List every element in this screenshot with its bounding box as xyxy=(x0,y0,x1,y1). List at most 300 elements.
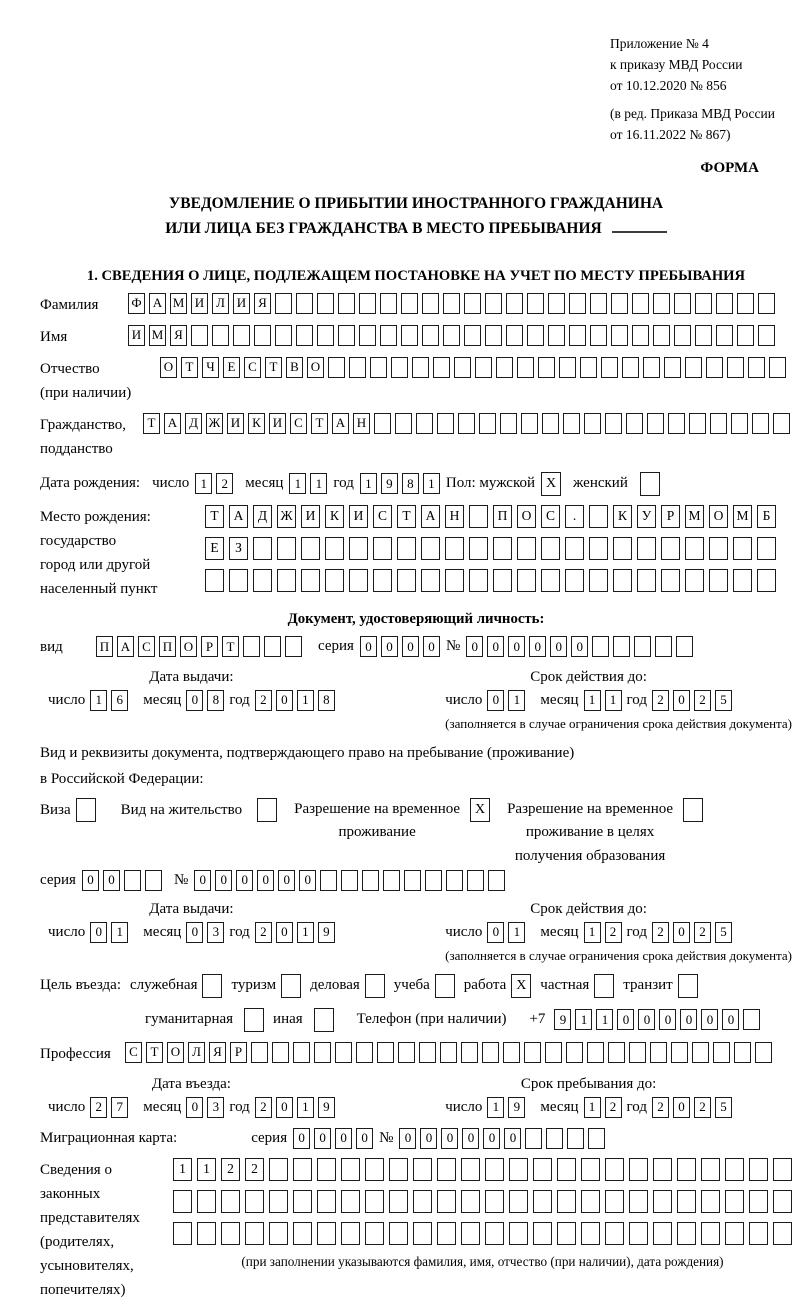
char-cell[interactable]: 1 xyxy=(111,922,128,943)
char-cell[interactable]: 0 xyxy=(314,1128,331,1149)
char-cell[interactable]: 9 xyxy=(318,1097,335,1118)
char-cell[interactable]: М xyxy=(170,293,187,314)
char-cell[interactable]: 0 xyxy=(680,1009,697,1030)
char-cell[interactable] xyxy=(285,636,302,657)
char-cell[interactable]: 2 xyxy=(216,473,233,494)
char-cell[interactable] xyxy=(773,413,790,434)
patronymic-cells[interactable] xyxy=(160,357,786,378)
char-cell[interactable]: 3 xyxy=(207,922,224,943)
char-cell[interactable]: Т xyxy=(143,413,160,434)
char-cell[interactable] xyxy=(734,1042,751,1063)
char-cell[interactable] xyxy=(733,569,752,592)
char-cell[interactable]: И xyxy=(128,325,145,346)
char-cell[interactable] xyxy=(338,293,355,314)
char-cell[interactable] xyxy=(592,636,609,657)
char-cell[interactable] xyxy=(581,1222,600,1245)
char-cell[interactable]: 0 xyxy=(529,636,546,657)
char-cell[interactable]: 0 xyxy=(550,636,567,657)
char-cell[interactable]: 1 xyxy=(508,922,525,943)
char-cell[interactable] xyxy=(613,537,632,560)
char-cell[interactable] xyxy=(647,413,664,434)
char-cell[interactable] xyxy=(580,357,597,378)
char-cell[interactable] xyxy=(685,537,704,560)
char-cell[interactable]: 1 xyxy=(297,922,314,943)
char-cell[interactable]: 0 xyxy=(462,1128,479,1149)
char-cell[interactable] xyxy=(692,1042,709,1063)
char-cell[interactable] xyxy=(653,293,670,314)
residence-issue-month-cells[interactable] xyxy=(186,922,224,943)
char-cell[interactable] xyxy=(601,357,618,378)
char-cell[interactable] xyxy=(757,569,776,592)
char-cell[interactable]: 0 xyxy=(701,1009,718,1030)
char-cell[interactable] xyxy=(221,1222,240,1245)
char-cell[interactable] xyxy=(475,357,492,378)
char-cell[interactable] xyxy=(485,325,502,346)
char-cell[interactable] xyxy=(517,357,534,378)
representatives-row3-cells[interactable] xyxy=(173,1222,792,1245)
char-cell[interactable] xyxy=(589,537,608,560)
char-cell[interactable]: Н xyxy=(353,413,370,434)
char-cell[interactable]: А xyxy=(421,505,440,528)
char-cell[interactable]: 0 xyxy=(186,922,203,943)
char-cell[interactable] xyxy=(269,1222,288,1245)
char-cell[interactable] xyxy=(380,325,397,346)
char-cell[interactable] xyxy=(716,325,733,346)
char-cell[interactable] xyxy=(349,569,368,592)
char-cell[interactable] xyxy=(389,1190,408,1213)
char-cell[interactable]: Б xyxy=(757,505,776,528)
char-cell[interactable] xyxy=(229,569,248,592)
char-cell[interactable]: 0 xyxy=(441,1128,458,1149)
char-cell[interactable] xyxy=(419,1042,436,1063)
char-cell[interactable] xyxy=(524,1042,541,1063)
char-cell[interactable]: 0 xyxy=(402,636,419,657)
char-cell[interactable]: С xyxy=(541,505,560,528)
char-cell[interactable]: 0 xyxy=(276,922,293,943)
sex-female-checkbox[interactable] xyxy=(640,472,660,496)
char-cell[interactable] xyxy=(506,325,523,346)
char-cell[interactable] xyxy=(461,1042,478,1063)
char-cell[interactable] xyxy=(689,413,706,434)
char-cell[interactable]: Р xyxy=(661,505,680,528)
char-cell[interactable]: 0 xyxy=(617,1009,634,1030)
char-cell[interactable]: М xyxy=(733,505,752,528)
char-cell[interactable] xyxy=(569,293,586,314)
char-cell[interactable] xyxy=(437,1158,456,1181)
char-cell[interactable]: Р xyxy=(230,1042,247,1063)
migration-series-cells[interactable] xyxy=(293,1128,373,1149)
char-cell[interactable]: 0 xyxy=(466,636,483,657)
char-cell[interactable] xyxy=(743,1009,760,1030)
char-cell[interactable]: 1 xyxy=(173,1158,192,1181)
char-cell[interactable] xyxy=(443,325,460,346)
char-cell[interactable]: Я xyxy=(170,325,187,346)
stay-day-cells[interactable] xyxy=(487,1097,525,1118)
char-cell[interactable]: 0 xyxy=(293,1128,310,1149)
char-cell[interactable] xyxy=(335,1042,352,1063)
char-cell[interactable] xyxy=(243,636,260,657)
char-cell[interactable]: Я xyxy=(254,293,271,314)
char-cell[interactable] xyxy=(661,537,680,560)
char-cell[interactable] xyxy=(296,325,313,346)
char-cell[interactable]: 0 xyxy=(504,1128,521,1149)
char-cell[interactable]: И xyxy=(233,293,250,314)
identity-expiry-year-cells[interactable] xyxy=(652,690,732,711)
char-cell[interactable] xyxy=(622,357,639,378)
birth-month-cells[interactable] xyxy=(289,473,327,494)
char-cell[interactable]: 0 xyxy=(673,922,690,943)
char-cell[interactable] xyxy=(391,357,408,378)
char-cell[interactable] xyxy=(469,537,488,560)
char-cell[interactable]: 5 xyxy=(715,690,732,711)
char-cell[interactable] xyxy=(509,1158,528,1181)
char-cell[interactable] xyxy=(425,870,442,891)
char-cell[interactable]: 0 xyxy=(508,636,525,657)
char-cell[interactable]: 9 xyxy=(554,1009,571,1030)
char-cell[interactable]: 1 xyxy=(289,473,306,494)
char-cell[interactable] xyxy=(454,357,471,378)
char-cell[interactable] xyxy=(773,1158,792,1181)
char-cell[interactable]: Е xyxy=(205,537,224,560)
char-cell[interactable]: М xyxy=(149,325,166,346)
char-cell[interactable] xyxy=(632,293,649,314)
char-cell[interactable] xyxy=(365,1158,384,1181)
char-cell[interactable] xyxy=(493,569,512,592)
char-cell[interactable] xyxy=(637,537,656,560)
char-cell[interactable] xyxy=(725,1222,744,1245)
char-cell[interactable]: Т xyxy=(265,357,282,378)
char-cell[interactable]: Я xyxy=(209,1042,226,1063)
char-cell[interactable]: 0 xyxy=(487,636,504,657)
char-cell[interactable] xyxy=(317,293,334,314)
given-name-cells[interactable] xyxy=(128,325,775,346)
char-cell[interactable] xyxy=(365,1190,384,1213)
char-cell[interactable]: 5 xyxy=(715,1097,732,1118)
char-cell[interactable]: 2 xyxy=(694,1097,711,1118)
char-cell[interactable] xyxy=(461,1222,480,1245)
char-cell[interactable] xyxy=(293,1222,312,1245)
char-cell[interactable]: Л xyxy=(212,293,229,314)
char-cell[interactable] xyxy=(373,569,392,592)
char-cell[interactable] xyxy=(437,1190,456,1213)
char-cell[interactable] xyxy=(527,325,544,346)
temp-permit-edu-checkbox[interactable] xyxy=(683,798,703,822)
char-cell[interactable]: П xyxy=(159,636,176,657)
char-cell[interactable] xyxy=(269,1190,288,1213)
char-cell[interactable]: 0 xyxy=(276,690,293,711)
char-cell[interactable] xyxy=(581,1190,600,1213)
char-cell[interactable]: 1 xyxy=(487,1097,504,1118)
char-cell[interactable] xyxy=(590,293,607,314)
residence-issue-day-cells[interactable] xyxy=(90,922,128,943)
char-cell[interactable] xyxy=(397,569,416,592)
char-cell[interactable] xyxy=(356,1042,373,1063)
char-cell[interactable] xyxy=(706,357,723,378)
char-cell[interactable]: Т xyxy=(146,1042,163,1063)
char-cell[interactable] xyxy=(737,293,754,314)
char-cell[interactable] xyxy=(293,1158,312,1181)
char-cell[interactable]: В xyxy=(286,357,303,378)
char-cell[interactable] xyxy=(685,569,704,592)
char-cell[interactable] xyxy=(433,357,450,378)
char-cell[interactable]: И xyxy=(191,293,208,314)
char-cell[interactable] xyxy=(275,325,292,346)
char-cell[interactable] xyxy=(314,1042,331,1063)
char-cell[interactable] xyxy=(584,413,601,434)
char-cell[interactable] xyxy=(362,870,379,891)
char-cell[interactable]: 2 xyxy=(605,922,622,943)
char-cell[interactable]: Н xyxy=(445,505,464,528)
char-cell[interactable] xyxy=(416,413,433,434)
representatives-row2-cells[interactable] xyxy=(173,1190,792,1213)
char-cell[interactable]: С xyxy=(244,357,261,378)
char-cell[interactable] xyxy=(773,1190,792,1213)
surname-cells[interactable] xyxy=(128,293,775,314)
char-cell[interactable] xyxy=(701,1190,720,1213)
char-cell[interactable] xyxy=(421,537,440,560)
char-cell[interactable]: 1 xyxy=(423,473,440,494)
char-cell[interactable] xyxy=(485,293,502,314)
char-cell[interactable] xyxy=(725,1158,744,1181)
char-cell[interactable]: О xyxy=(160,357,177,378)
char-cell[interactable] xyxy=(629,1042,646,1063)
char-cell[interactable]: 2 xyxy=(694,922,711,943)
char-cell[interactable] xyxy=(650,1042,667,1063)
char-cell[interactable] xyxy=(443,293,460,314)
char-cell[interactable] xyxy=(253,537,272,560)
char-cell[interactable]: П xyxy=(96,636,113,657)
char-cell[interactable] xyxy=(605,1190,624,1213)
char-cell[interactable]: С xyxy=(138,636,155,657)
char-cell[interactable]: 0 xyxy=(276,1097,293,1118)
char-cell[interactable] xyxy=(589,569,608,592)
char-cell[interactable] xyxy=(559,357,576,378)
char-cell[interactable]: Т xyxy=(311,413,328,434)
purpose-other-checkbox[interactable] xyxy=(314,1008,334,1032)
char-cell[interactable] xyxy=(440,1042,457,1063)
char-cell[interactable] xyxy=(485,1158,504,1181)
identity-issue-month-cells[interactable] xyxy=(186,690,224,711)
char-cell[interactable] xyxy=(509,1190,528,1213)
char-cell[interactable]: 0 xyxy=(82,870,99,891)
char-cell[interactable] xyxy=(677,1158,696,1181)
char-cell[interactable]: 8 xyxy=(402,473,419,494)
char-cell[interactable]: 0 xyxy=(186,1097,203,1118)
char-cell[interactable] xyxy=(496,357,513,378)
char-cell[interactable] xyxy=(590,325,607,346)
char-cell[interactable] xyxy=(277,569,296,592)
char-cell[interactable] xyxy=(737,325,754,346)
char-cell[interactable]: 0 xyxy=(257,870,274,891)
char-cell[interactable]: Д xyxy=(253,505,272,528)
char-cell[interactable]: 1 xyxy=(297,1097,314,1118)
char-cell[interactable] xyxy=(613,636,630,657)
char-cell[interactable] xyxy=(664,357,681,378)
char-cell[interactable] xyxy=(517,537,536,560)
char-cell[interactable]: 0 xyxy=(423,636,440,657)
char-cell[interactable]: 2 xyxy=(221,1158,240,1181)
char-cell[interactable]: Т xyxy=(222,636,239,657)
char-cell[interactable]: 0 xyxy=(381,636,398,657)
char-cell[interactable] xyxy=(695,325,712,346)
char-cell[interactable] xyxy=(605,1158,624,1181)
char-cell[interactable] xyxy=(588,1128,605,1149)
identity-issue-day-cells[interactable] xyxy=(90,690,128,711)
char-cell[interactable] xyxy=(533,1222,552,1245)
char-cell[interactable] xyxy=(589,505,608,528)
char-cell[interactable] xyxy=(349,537,368,560)
char-cell[interactable]: И xyxy=(301,505,320,528)
identity-issue-year-cells[interactable] xyxy=(255,690,335,711)
char-cell[interactable] xyxy=(611,325,628,346)
char-cell[interactable] xyxy=(769,357,786,378)
char-cell[interactable] xyxy=(629,1190,648,1213)
char-cell[interactable] xyxy=(251,1042,268,1063)
char-cell[interactable] xyxy=(758,293,775,314)
char-cell[interactable] xyxy=(173,1190,192,1213)
migration-number-cells[interactable] xyxy=(399,1128,605,1149)
char-cell[interactable] xyxy=(626,413,643,434)
char-cell[interactable] xyxy=(317,1222,336,1245)
citizenship-cells[interactable] xyxy=(143,413,790,434)
char-cell[interactable] xyxy=(401,293,418,314)
char-cell[interactable]: 0 xyxy=(673,1097,690,1118)
char-cell[interactable] xyxy=(264,636,281,657)
char-cell[interactable] xyxy=(752,413,769,434)
char-cell[interactable] xyxy=(446,870,463,891)
identity-expiry-month-cells[interactable] xyxy=(584,690,622,711)
char-cell[interactable] xyxy=(461,1158,480,1181)
char-cell[interactable]: 1 xyxy=(195,473,212,494)
purpose-transit-checkbox[interactable] xyxy=(678,974,698,998)
stay-year-cells[interactable] xyxy=(652,1097,732,1118)
char-cell[interactable] xyxy=(548,325,565,346)
char-cell[interactable]: 0 xyxy=(356,1128,373,1149)
purpose-work-checkbox[interactable]: X xyxy=(511,974,531,998)
char-cell[interactable]: М xyxy=(685,505,704,528)
char-cell[interactable] xyxy=(634,636,651,657)
char-cell[interactable] xyxy=(197,1222,216,1245)
residence-expiry-day-cells[interactable] xyxy=(487,922,525,943)
char-cell[interactable] xyxy=(557,1222,576,1245)
char-cell[interactable]: О xyxy=(517,505,536,528)
char-cell[interactable] xyxy=(546,1128,563,1149)
char-cell[interactable] xyxy=(275,293,292,314)
char-cell[interactable] xyxy=(671,1042,688,1063)
char-cell[interactable] xyxy=(542,413,559,434)
char-cell[interactable]: 1 xyxy=(90,690,107,711)
char-cell[interactable]: 2 xyxy=(255,690,272,711)
char-cell[interactable] xyxy=(581,1158,600,1181)
char-cell[interactable]: А xyxy=(332,413,349,434)
char-cell[interactable]: 0 xyxy=(638,1009,655,1030)
char-cell[interactable] xyxy=(413,1222,432,1245)
birth-place-row1-cells[interactable] xyxy=(205,505,776,528)
char-cell[interactable] xyxy=(245,1190,264,1213)
char-cell[interactable] xyxy=(421,569,440,592)
char-cell[interactable]: 0 xyxy=(335,1128,352,1149)
char-cell[interactable]: Ф xyxy=(128,293,145,314)
char-cell[interactable] xyxy=(341,870,358,891)
char-cell[interactable] xyxy=(293,1190,312,1213)
char-cell[interactable] xyxy=(370,357,387,378)
char-cell[interactable] xyxy=(727,357,744,378)
char-cell[interactable] xyxy=(389,1158,408,1181)
char-cell[interactable]: 0 xyxy=(399,1128,416,1149)
purpose-commercial-checkbox[interactable] xyxy=(365,974,385,998)
identity-kind-cells[interactable] xyxy=(96,636,302,657)
char-cell[interactable]: Т xyxy=(397,505,416,528)
char-cell[interactable]: 0 xyxy=(487,690,504,711)
representatives-row1-cells[interactable] xyxy=(173,1158,792,1181)
char-cell[interactable] xyxy=(758,325,775,346)
char-cell[interactable] xyxy=(731,413,748,434)
char-cell[interactable]: 0 xyxy=(571,636,588,657)
char-cell[interactable] xyxy=(709,537,728,560)
char-cell[interactable]: 5 xyxy=(715,922,732,943)
char-cell[interactable]: А xyxy=(164,413,181,434)
char-cell[interactable]: 0 xyxy=(236,870,253,891)
char-cell[interactable] xyxy=(365,1222,384,1245)
char-cell[interactable]: И xyxy=(227,413,244,434)
char-cell[interactable]: О xyxy=(307,357,324,378)
char-cell[interactable] xyxy=(716,293,733,314)
birth-place-row3-cells[interactable] xyxy=(205,569,776,592)
char-cell[interactable]: С xyxy=(290,413,307,434)
char-cell[interactable]: 8 xyxy=(318,690,335,711)
char-cell[interactable] xyxy=(233,325,250,346)
purpose-study-checkbox[interactable] xyxy=(435,974,455,998)
char-cell[interactable] xyxy=(521,413,538,434)
char-cell[interactable] xyxy=(533,1158,552,1181)
char-cell[interactable] xyxy=(533,1190,552,1213)
char-cell[interactable] xyxy=(587,1042,604,1063)
birth-day-cells[interactable] xyxy=(195,473,233,494)
entry-year-cells[interactable] xyxy=(255,1097,335,1118)
char-cell[interactable] xyxy=(676,636,693,657)
char-cell[interactable] xyxy=(395,413,412,434)
char-cell[interactable] xyxy=(605,413,622,434)
char-cell[interactable] xyxy=(325,569,344,592)
char-cell[interactable] xyxy=(677,1190,696,1213)
visa-checkbox[interactable] xyxy=(76,798,96,822)
char-cell[interactable] xyxy=(359,293,376,314)
residence-issue-year-cells[interactable] xyxy=(255,922,335,943)
char-cell[interactable] xyxy=(629,1158,648,1181)
char-cell[interactable] xyxy=(205,569,224,592)
char-cell[interactable] xyxy=(445,569,464,592)
char-cell[interactable]: Т xyxy=(205,505,224,528)
char-cell[interactable] xyxy=(422,325,439,346)
char-cell[interactable] xyxy=(527,293,544,314)
char-cell[interactable]: 2 xyxy=(652,922,669,943)
char-cell[interactable]: И xyxy=(269,413,286,434)
char-cell[interactable] xyxy=(643,357,660,378)
char-cell[interactable]: 7 xyxy=(111,1097,128,1118)
char-cell[interactable]: 0 xyxy=(360,636,377,657)
char-cell[interactable] xyxy=(749,1158,768,1181)
char-cell[interactable] xyxy=(124,870,141,891)
char-cell[interactable]: 0 xyxy=(673,690,690,711)
char-cell[interactable] xyxy=(541,569,560,592)
char-cell[interactable] xyxy=(668,413,685,434)
char-cell[interactable] xyxy=(733,537,752,560)
char-cell[interactable] xyxy=(173,1222,192,1245)
char-cell[interactable]: К xyxy=(248,413,265,434)
char-cell[interactable]: Е xyxy=(223,357,240,378)
char-cell[interactable] xyxy=(293,1042,310,1063)
char-cell[interactable] xyxy=(389,1222,408,1245)
